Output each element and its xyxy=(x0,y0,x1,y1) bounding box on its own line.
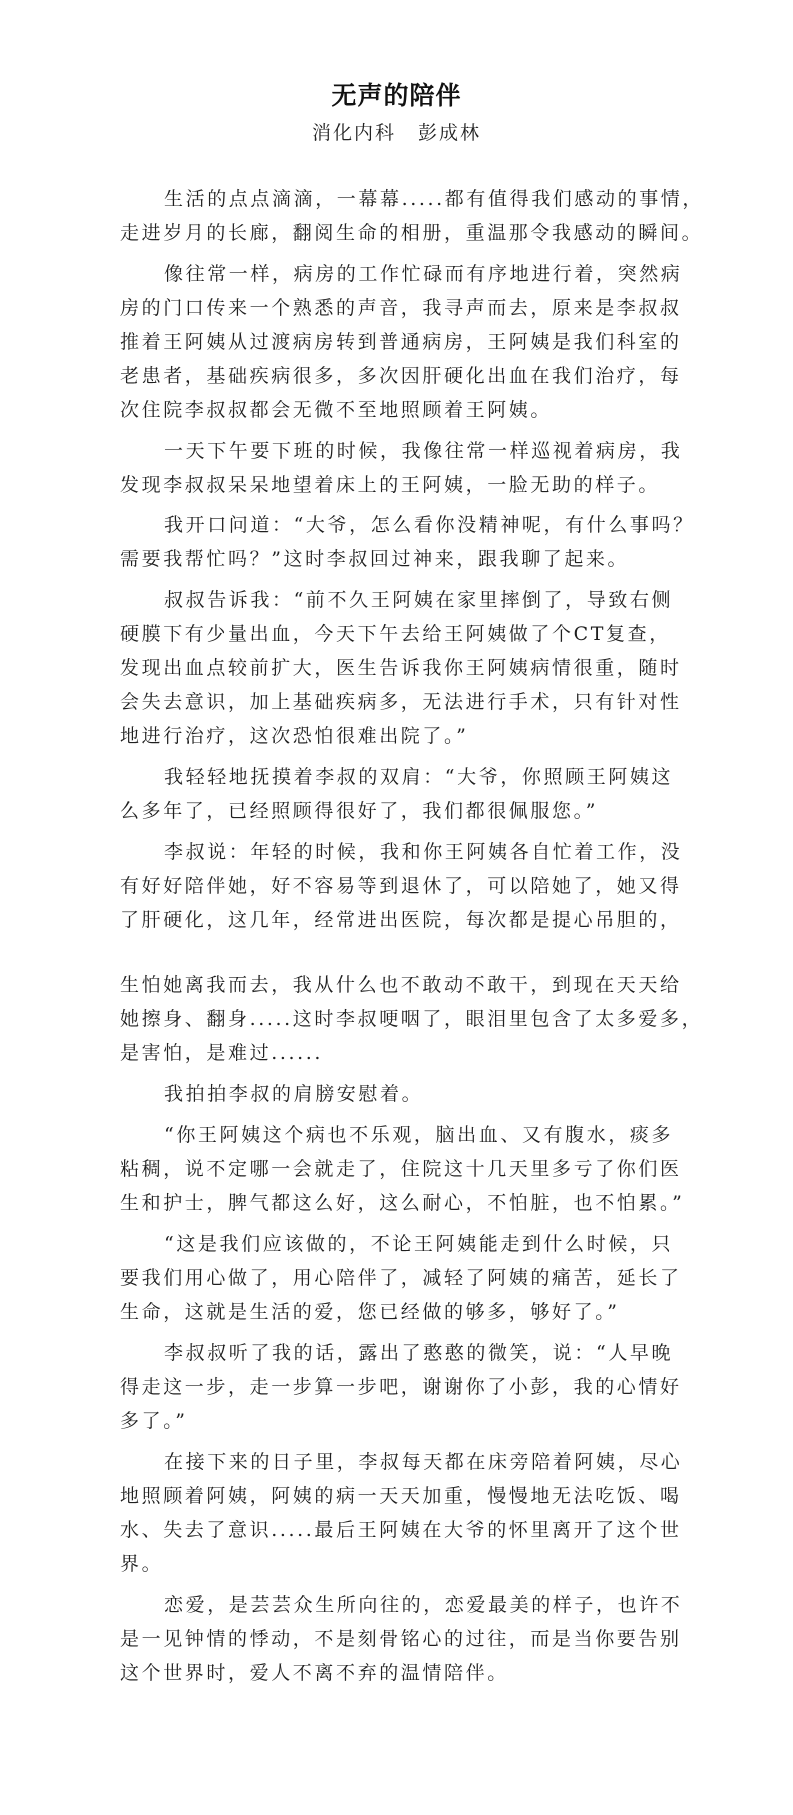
text-line: 恋爱，是芸芸众生所向往的，恋爱最美的样子，也许不 xyxy=(164,1594,683,1616)
text-line: 地照顾着阿姨，阿姨的病一天天加重，慢慢地无法吃饭、喝 xyxy=(120,1485,682,1507)
text-line: 一天下午要下班的时候，我像往常一样巡视着病房，我 xyxy=(164,440,683,462)
text-line: 生活的点点滴滴，一幕幕.....都有值得我们感动的事情， xyxy=(164,188,704,210)
text-line: 么多年了，已经照顾得很好了，我们都很佩服您。” xyxy=(120,800,599,822)
text-line: “这是我们应该做的，不论王阿姨能走到什么时候，只 xyxy=(164,1233,674,1255)
text-line: 房的门口传来一个熟悉的声音，我寻声而去，原来是李叔叔 xyxy=(120,297,682,319)
text-line: 会失去意识，加上基础疾病多，无法进行手术，只有针对性 xyxy=(120,691,682,713)
text-line: 生和护士，脾气都这么好，这么耐心，不怕脏，也不怕累。” xyxy=(120,1192,685,1214)
text-line: 多了。” xyxy=(120,1410,188,1432)
article-title: 无声的陪伴 xyxy=(331,81,462,110)
text-line: 得走这一步，走一步算一步吧，谢谢你了小彭，我的心情好 xyxy=(120,1376,682,1398)
text-line: 水、失去了意识.....最后王阿姨在大爷的怀里离开了这个世 xyxy=(120,1519,682,1541)
text-line: 我拍拍李叔的肩膀安慰着。 xyxy=(164,1083,424,1105)
text-line: 叔叔告诉我：“前不久王阿姨在家里摔倒了，导致右侧 xyxy=(164,589,674,611)
text-line: 在接下来的日子里，李叔每天都在床旁陪着阿姨，尽心 xyxy=(164,1451,683,1473)
text-line: 要我们用心做了，用心陪伴了，减轻了阿姨的痛苦，延长了 xyxy=(120,1267,682,1289)
text-line: 走进岁月的长廊，翻阅生命的相册，重温那令我感动的瞬间。 xyxy=(120,222,704,244)
text-line: 李叔说：年轻的时候，我和你王阿姨各自忙着工作，没 xyxy=(164,841,683,863)
text-line: 推着王阿姨从过渡病房转到普通病房，王阿姨是我们科室的 xyxy=(120,331,682,353)
text-line: 有好好陪伴她，好不容易等到退休了，可以陪她了，她又得 xyxy=(120,875,682,897)
text-line: “你王阿姨这个病也不乐观，脑出血、又有腹水，痰多 xyxy=(164,1124,674,1146)
text-line: 需要我帮忙吗？”这时李叔回过神来，跟我聊了起来。 xyxy=(120,548,630,570)
author-name: 彭成林 xyxy=(418,122,482,144)
text-line: 像往常一样，病房的工作忙碌而有序地进行着，突然病 xyxy=(164,263,683,285)
text-line: 界。 xyxy=(120,1553,164,1575)
text-line: 是一见钟情的悸动，不是刻骨铭心的过往，而是当你要告别 xyxy=(120,1628,682,1650)
text-line: 李叔叔听了我的话，露出了憨憨的微笑，说：“人早晚 xyxy=(164,1342,674,1364)
text-line: 她擦身、翻身.....这时李叔哽咽了，眼泪里包含了太多爱多， xyxy=(120,1008,704,1030)
text-line: 老患者，基础疾病很多，多次因肝硬化出血在我们治疗，每 xyxy=(120,365,682,387)
department-label: 消化内科 xyxy=(311,122,396,144)
text-line: 生怕她离我而去，我从什么也不敢动不敢干，到现在天天给 xyxy=(120,974,682,996)
text-line: 了肝硬化，这几年，经常进出医院，每次都是提心吊胆的， xyxy=(120,909,682,931)
text-line: 发现出血点较前扩大，医生告诉我你王阿姨病情很重，随时 xyxy=(120,657,682,679)
text-line: 硬膜下有少量出血，今天下午去给王阿姨做了个CT复查， xyxy=(120,623,671,645)
text-line: 我轻轻地抚摸着李叔的双肩：“大爷，你照顾王阿姨这 xyxy=(164,766,674,788)
text-line: 次住院李叔叔都会无微不至地照顾着王阿姨。 xyxy=(120,399,553,421)
text-line: 是害怕，是难过...... xyxy=(120,1042,324,1064)
byline xyxy=(0,118,793,145)
text-line: 地进行治疗，这次恐怕很难出院了。” xyxy=(120,725,469,747)
text-line: 我开口问道：“大爷，怎么看你没精神呢，有什么事吗？ xyxy=(164,514,695,536)
text-line: 粘稠，说不定哪一会就走了，住院这十几天里多亏了你们医 xyxy=(120,1158,682,1180)
text-line: 发现李叔叔呆呆地望着床上的王阿姨，一脸无助的样子。 xyxy=(120,474,661,496)
text-line: 生命，这就是生活的爱，您已经做的够多，够好了。” xyxy=(120,1301,620,1323)
text-line: 这个世界时，爱人不离不弃的温情陪伴。 xyxy=(120,1662,509,1684)
